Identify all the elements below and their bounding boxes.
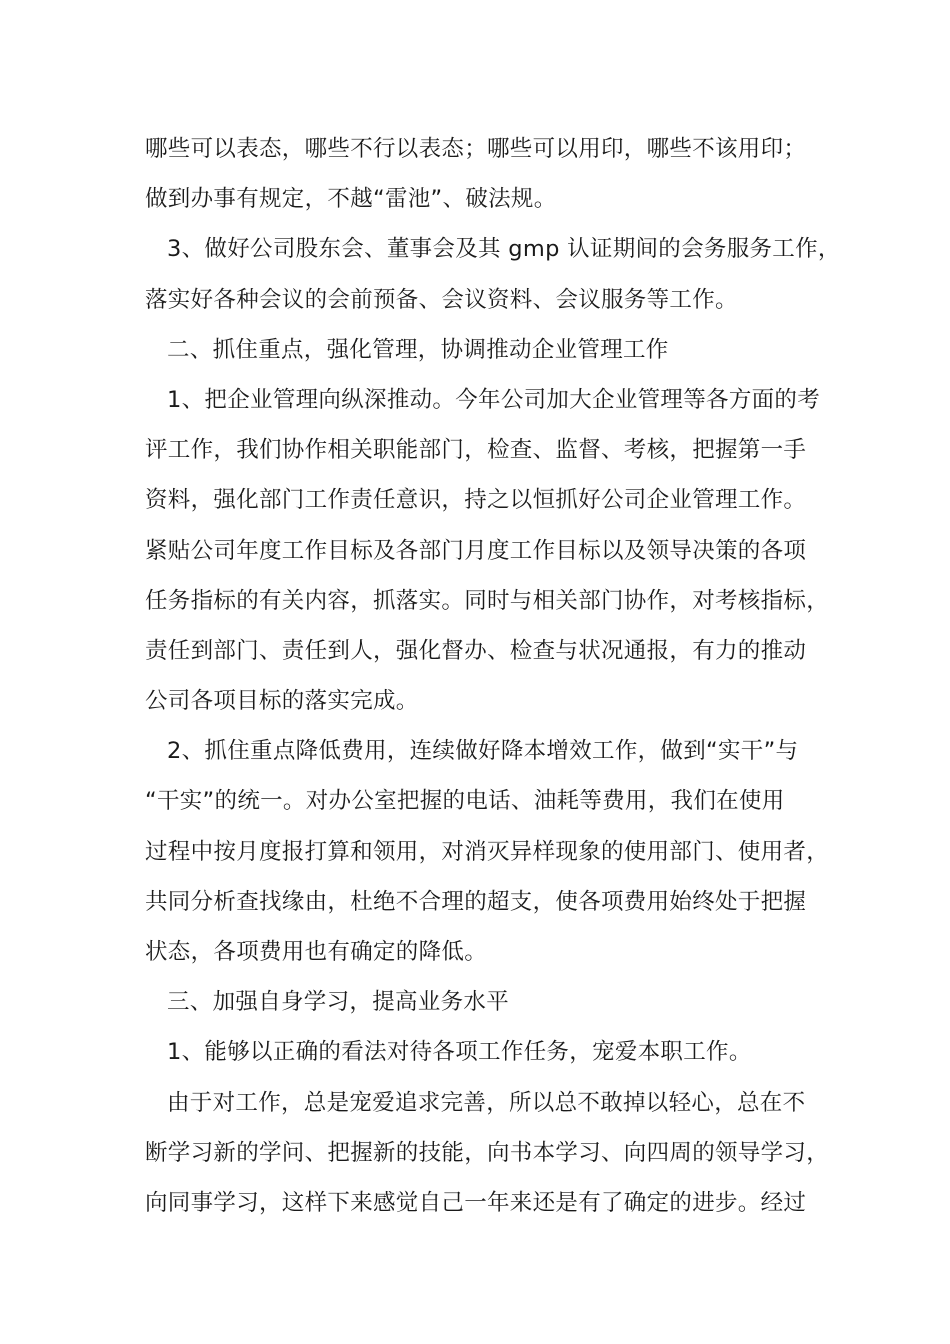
text-line: 1、把企业管理向纵深推动。今年公司加大企业管理等各方面的考 <box>167 386 821 413</box>
text-line: 责任到部门、责任到人，强化督办、检查与状况通报，有力的推动 <box>145 637 807 664</box>
text-line: 由于对工作，总是宠爱追求完善，所以总不敢掉以轻心，总在不 <box>167 1089 806 1116</box>
text-line: 评工作，我们协作相关职能部门，检查、监督、考核，把握第一手 <box>145 437 807 464</box>
text-line: 断学习新的学问、把握新的技能，向书本学习、向四周的领导学习， <box>145 1139 830 1166</box>
text-line: 资料，强化部门工作责任意识，持之以恒抓好公司企业管理工作。 <box>145 487 807 514</box>
document-body <box>145 124 841 1228</box>
text-line: 状态，各项费用也有确定的降低。 <box>145 939 488 965</box>
text-line: 过程中按月度报打算和领用，对消灭异样现象的使用部门、使用者， <box>145 838 830 865</box>
text-line: 紧贴公司年度工作目标及各部门月度工作目标以及领导决策的各项 <box>145 537 807 564</box>
text-line: 3、做好公司股东会、董事会及其 gmp 认证期间的会务服务工作， <box>167 236 841 263</box>
text-line: 2、抓住重点降低费用，连续做好降本增效工作，做到“实干”与 <box>167 738 799 765</box>
text-line: 向同事学习，这样下来感觉自己一年来还是有了确定的进步。经过 <box>145 1189 807 1216</box>
text-line: 公司各项目标的落实完成。 <box>145 688 419 715</box>
text-line: 共同分析查找缘由，杜绝不合理的超支，使各项费用始终处于把握 <box>145 888 807 915</box>
text-line: 落实好各种会议的会前预备、会议资料、会议服务等工作。 <box>145 286 738 313</box>
text-line: “干实”的统一。对办公室把握的电话、油耗等费用，我们在使用 <box>145 788 785 815</box>
section-heading: 三、加强自身学习，提高业务水平 <box>167 989 510 1016</box>
section-heading: 二、抓住重点，强化管理，协调推动企业管理工作 <box>167 336 669 363</box>
text-line: 任务指标的有关内容，抓落实。同时与相关部门协作，对考核指标， <box>145 587 830 614</box>
text-line: 1、能够以正确的看法对待各项工作任务，宠爱本职工作。 <box>167 1039 752 1066</box>
text-line: 哪些可以表态，哪些不行以表态；哪些可以用印，哪些不该用印； <box>145 136 807 162</box>
text-line: 做到办事有规定，不越“雷池”、破法规。 <box>145 186 557 213</box>
